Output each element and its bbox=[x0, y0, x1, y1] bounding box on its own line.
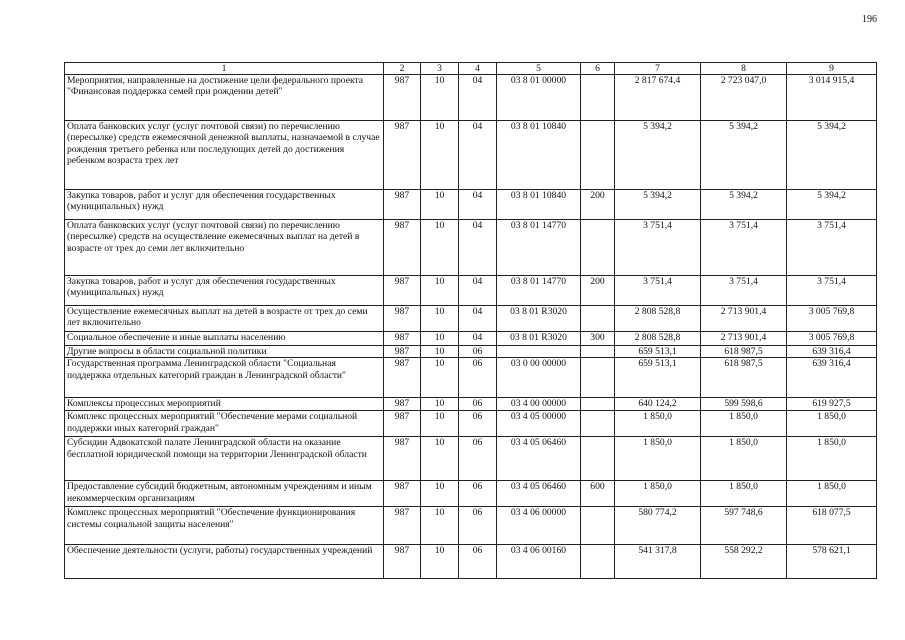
column-header: 1 bbox=[65, 63, 384, 75]
cell-section: 10 bbox=[421, 190, 459, 220]
cell-amount-year2: 1 850,0 bbox=[701, 481, 787, 507]
cell-department: 987 bbox=[384, 306, 421, 332]
cell-amount-year2: 558 292,2 bbox=[701, 545, 787, 579]
cell-section: 10 bbox=[421, 75, 459, 121]
column-header: 5 bbox=[497, 63, 581, 75]
cell-amount-year3: 5 394,2 bbox=[787, 121, 877, 190]
cell-section: 10 bbox=[421, 358, 459, 398]
cell-department: 987 bbox=[384, 220, 421, 276]
table-row bbox=[65, 437, 877, 481]
cell-amount-year1: 2 808 528,8 bbox=[615, 306, 701, 332]
cell-subsection: 04 bbox=[459, 190, 497, 220]
cell-section: 10 bbox=[421, 220, 459, 276]
column-header: 9 bbox=[787, 63, 877, 75]
cell-target-article: 03 8 01 10840 bbox=[497, 121, 581, 190]
cell-target-article: 03 8 01 10840 bbox=[497, 190, 581, 220]
table-row bbox=[65, 306, 877, 332]
cell-item-name: Оплата банковских услуг (услуг почтовой связи) по перечислению (пересылке) средств ежемесячной денежной выплаты, назначаемой в случае рождения третьего ребенка или последующих детей до достижения ребенком возраста трех лет bbox=[65, 121, 384, 190]
cell-item-name: Осуществление ежемесячных выплат на детей в возрасте от трех до семи лет включительно bbox=[65, 306, 384, 332]
cell-amount-year1: 580 774,2 bbox=[615, 507, 701, 545]
table-row bbox=[65, 332, 877, 346]
cell-subsection: 06 bbox=[459, 346, 497, 358]
cell-subsection: 04 bbox=[459, 121, 497, 190]
table-row bbox=[65, 121, 877, 190]
cell-amount-year1: 3 751,4 bbox=[615, 276, 701, 306]
cell-expense-type bbox=[581, 507, 615, 545]
column-header: 7 bbox=[615, 63, 701, 75]
cell-department: 987 bbox=[384, 358, 421, 398]
cell-item-name: Комплексы процессных мероприятий bbox=[65, 398, 384, 411]
cell-expense-type bbox=[581, 358, 615, 398]
cell-amount-year3: 3 005 769,8 bbox=[787, 306, 877, 332]
cell-target-article: 03 4 06 00160 bbox=[497, 545, 581, 579]
cell-subsection: 06 bbox=[459, 481, 497, 507]
cell-item-name: Закупка товаров, работ и услуг для обеспечения государственных (муниципальных) нужд bbox=[65, 276, 384, 306]
column-header: 3 bbox=[421, 63, 459, 75]
cell-expense-type bbox=[581, 75, 615, 121]
cell-item-name: Другие вопросы в области социальной политики bbox=[65, 346, 384, 358]
cell-department: 987 bbox=[384, 545, 421, 579]
cell-department: 987 bbox=[384, 190, 421, 220]
cell-subsection: 06 bbox=[459, 507, 497, 545]
cell-amount-year1: 1 850,0 bbox=[615, 411, 701, 437]
cell-section: 10 bbox=[421, 411, 459, 437]
table-row bbox=[65, 276, 877, 306]
cell-item-name: Социальное обеспечение и иные выплаты населению bbox=[65, 332, 384, 346]
cell-department: 987 bbox=[384, 332, 421, 346]
table-row bbox=[65, 190, 877, 220]
cell-section: 10 bbox=[421, 437, 459, 481]
cell-subsection: 06 bbox=[459, 545, 497, 579]
cell-expense-type bbox=[581, 220, 615, 276]
cell-target-article: 03 4 05 06460 bbox=[497, 437, 581, 481]
cell-section: 10 bbox=[421, 276, 459, 306]
cell-subsection: 06 bbox=[459, 437, 497, 481]
cell-amount-year1: 1 850,0 bbox=[615, 437, 701, 481]
cell-amount-year2: 5 394,2 bbox=[701, 121, 787, 190]
cell-amount-year1: 640 124,2 bbox=[615, 398, 701, 411]
cell-expense-type bbox=[581, 437, 615, 481]
cell-section: 10 bbox=[421, 306, 459, 332]
table-row bbox=[65, 398, 877, 411]
column-header: 2 bbox=[384, 63, 421, 75]
cell-target-article: 03 8 01 R3020 bbox=[497, 332, 581, 346]
cell-department: 987 bbox=[384, 346, 421, 358]
cell-item-name: Предоставление субсидий бюджетным, автономным учреждениям и иным некоммерческим организациям bbox=[65, 481, 384, 507]
cell-expense-type: 200 bbox=[581, 190, 615, 220]
table-row bbox=[65, 481, 877, 507]
column-header: 8 bbox=[701, 63, 787, 75]
cell-item-name: Комплекс процессных мероприятий "Обеспечение мерами социальной поддержки иных категорий граждан" bbox=[65, 411, 384, 437]
cell-amount-year1: 5 394,2 bbox=[615, 121, 701, 190]
cell-expense-type bbox=[581, 306, 615, 332]
cell-subsection: 04 bbox=[459, 276, 497, 306]
table-row bbox=[65, 346, 877, 358]
cell-amount-year1: 659 513,1 bbox=[615, 346, 701, 358]
cell-item-name: Комплекс процессных мероприятий "Обеспечение функционирования системы социальной защиты населения" bbox=[65, 507, 384, 545]
table-row bbox=[65, 507, 877, 545]
page-number: 196 bbox=[862, 14, 877, 25]
cell-section: 10 bbox=[421, 398, 459, 411]
cell-amount-year2: 5 394,2 bbox=[701, 190, 787, 220]
cell-item-name: Закупка товаров, работ и услуг для обеспечения государственных (муниципальных) нужд bbox=[65, 190, 384, 220]
cell-expense-type bbox=[581, 411, 615, 437]
cell-amount-year3: 639 316,4 bbox=[787, 346, 877, 358]
cell-amount-year1: 5 394,2 bbox=[615, 190, 701, 220]
cell-amount-year2: 1 850,0 bbox=[701, 411, 787, 437]
cell-amount-year2: 599 598,6 bbox=[701, 398, 787, 411]
cell-section: 10 bbox=[421, 545, 459, 579]
cell-amount-year1: 2 817 674,4 bbox=[615, 75, 701, 121]
cell-item-name: Субсидии Адвокатской палате Ленинградской области на оказание бесплатной юридической помощи на территории Ленинградской области bbox=[65, 437, 384, 481]
cell-subsection: 06 bbox=[459, 411, 497, 437]
cell-expense-type: 300 bbox=[581, 332, 615, 346]
cell-amount-year3: 3 751,4 bbox=[787, 220, 877, 276]
column-header: 6 bbox=[581, 63, 615, 75]
cell-amount-year1: 659 513,1 bbox=[615, 358, 701, 398]
cell-target-article: 03 8 01 R3020 bbox=[497, 306, 581, 332]
table-header-row bbox=[65, 63, 877, 75]
cell-expense-type: 200 bbox=[581, 276, 615, 306]
cell-subsection: 04 bbox=[459, 75, 497, 121]
table-row bbox=[65, 220, 877, 276]
cell-department: 987 bbox=[384, 507, 421, 545]
cell-expense-type bbox=[581, 398, 615, 411]
cell-amount-year2: 3 751,4 bbox=[701, 220, 787, 276]
cell-target-article: 03 4 05 06460 bbox=[497, 481, 581, 507]
cell-subsection: 06 bbox=[459, 398, 497, 411]
cell-subsection: 06 bbox=[459, 358, 497, 398]
cell-expense-type bbox=[581, 346, 615, 358]
cell-amount-year3: 578 621,1 bbox=[787, 545, 877, 579]
cell-amount-year3: 1 850,0 bbox=[787, 437, 877, 481]
cell-item-name: Мероприятия, направленные на достижение цели федерального проекта "Финансовая поддержка семей при рождении детей" bbox=[65, 75, 384, 121]
cell-amount-year3: 618 077,5 bbox=[787, 507, 877, 545]
cell-amount-year1: 3 751,4 bbox=[615, 220, 701, 276]
cell-amount-year3: 1 850,0 bbox=[787, 411, 877, 437]
cell-section: 10 bbox=[421, 481, 459, 507]
cell-expense-type: 600 bbox=[581, 481, 615, 507]
cell-amount-year3: 3 014 915,4 bbox=[787, 75, 877, 121]
cell-section: 10 bbox=[421, 332, 459, 346]
cell-target-article: 03 8 01 14770 bbox=[497, 276, 581, 306]
cell-target-article: 03 4 06 00000 bbox=[497, 507, 581, 545]
cell-target-article bbox=[497, 346, 581, 358]
cell-amount-year1: 541 317,8 bbox=[615, 545, 701, 579]
cell-amount-year3: 3 751,4 bbox=[787, 276, 877, 306]
cell-amount-year1: 1 850,0 bbox=[615, 481, 701, 507]
cell-amount-year3: 619 927,5 bbox=[787, 398, 877, 411]
cell-amount-year3: 5 394,2 bbox=[787, 190, 877, 220]
cell-amount-year3: 1 850,0 bbox=[787, 481, 877, 507]
cell-amount-year2: 618 987,5 bbox=[701, 358, 787, 398]
cell-target-article: 03 8 01 14770 bbox=[497, 220, 581, 276]
cell-subsection: 04 bbox=[459, 306, 497, 332]
cell-department: 987 bbox=[384, 437, 421, 481]
cell-department: 987 bbox=[384, 276, 421, 306]
cell-amount-year2: 2 713 901,4 bbox=[701, 306, 787, 332]
cell-subsection: 04 bbox=[459, 220, 497, 276]
cell-amount-year2: 2 723 047,0 bbox=[701, 75, 787, 121]
table-row bbox=[65, 75, 877, 121]
table-row bbox=[65, 358, 877, 398]
cell-amount-year2: 2 713 901,4 bbox=[701, 332, 787, 346]
cell-department: 987 bbox=[384, 398, 421, 411]
cell-expense-type bbox=[581, 121, 615, 190]
cell-amount-year3: 639 316,4 bbox=[787, 358, 877, 398]
cell-department: 987 bbox=[384, 481, 421, 507]
cell-target-article: 03 8 01 00000 bbox=[497, 75, 581, 121]
cell-item-name: Государственная программа Ленинградской области "Социальная поддержка отдельных категорий граждан в Ленинградской области" bbox=[65, 358, 384, 398]
cell-target-article: 03 4 05 00000 bbox=[497, 411, 581, 437]
cell-item-name: Обеспечение деятельности (услуги, работы) государственных учреждений bbox=[65, 545, 384, 579]
cell-expense-type bbox=[581, 545, 615, 579]
cell-amount-year2: 3 751,4 bbox=[701, 276, 787, 306]
budget-table bbox=[64, 62, 877, 579]
table-row bbox=[65, 545, 877, 579]
table-row bbox=[65, 411, 877, 437]
cell-amount-year1: 2 808 528,8 bbox=[615, 332, 701, 346]
cell-amount-year2: 618 987,5 bbox=[701, 346, 787, 358]
cell-target-article: 03 4 00 00000 bbox=[497, 398, 581, 411]
column-header: 4 bbox=[459, 63, 497, 75]
cell-item-name: Оплата банковских услуг (услуг почтовой связи) по перечислению (пересылке) средств на осуществление ежемесячных выплат на детей в возрасте от трех до семи лет включительно bbox=[65, 220, 384, 276]
cell-department: 987 bbox=[384, 121, 421, 190]
cell-section: 10 bbox=[421, 346, 459, 358]
cell-amount-year3: 3 005 769,8 bbox=[787, 332, 877, 346]
cell-amount-year2: 1 850,0 bbox=[701, 437, 787, 481]
cell-department: 987 bbox=[384, 411, 421, 437]
cell-section: 10 bbox=[421, 121, 459, 190]
cell-section: 10 bbox=[421, 507, 459, 545]
cell-amount-year2: 597 748,6 bbox=[701, 507, 787, 545]
cell-subsection: 04 bbox=[459, 332, 497, 346]
cell-target-article: 03 0 00 00000 bbox=[497, 358, 581, 398]
cell-department: 987 bbox=[384, 75, 421, 121]
